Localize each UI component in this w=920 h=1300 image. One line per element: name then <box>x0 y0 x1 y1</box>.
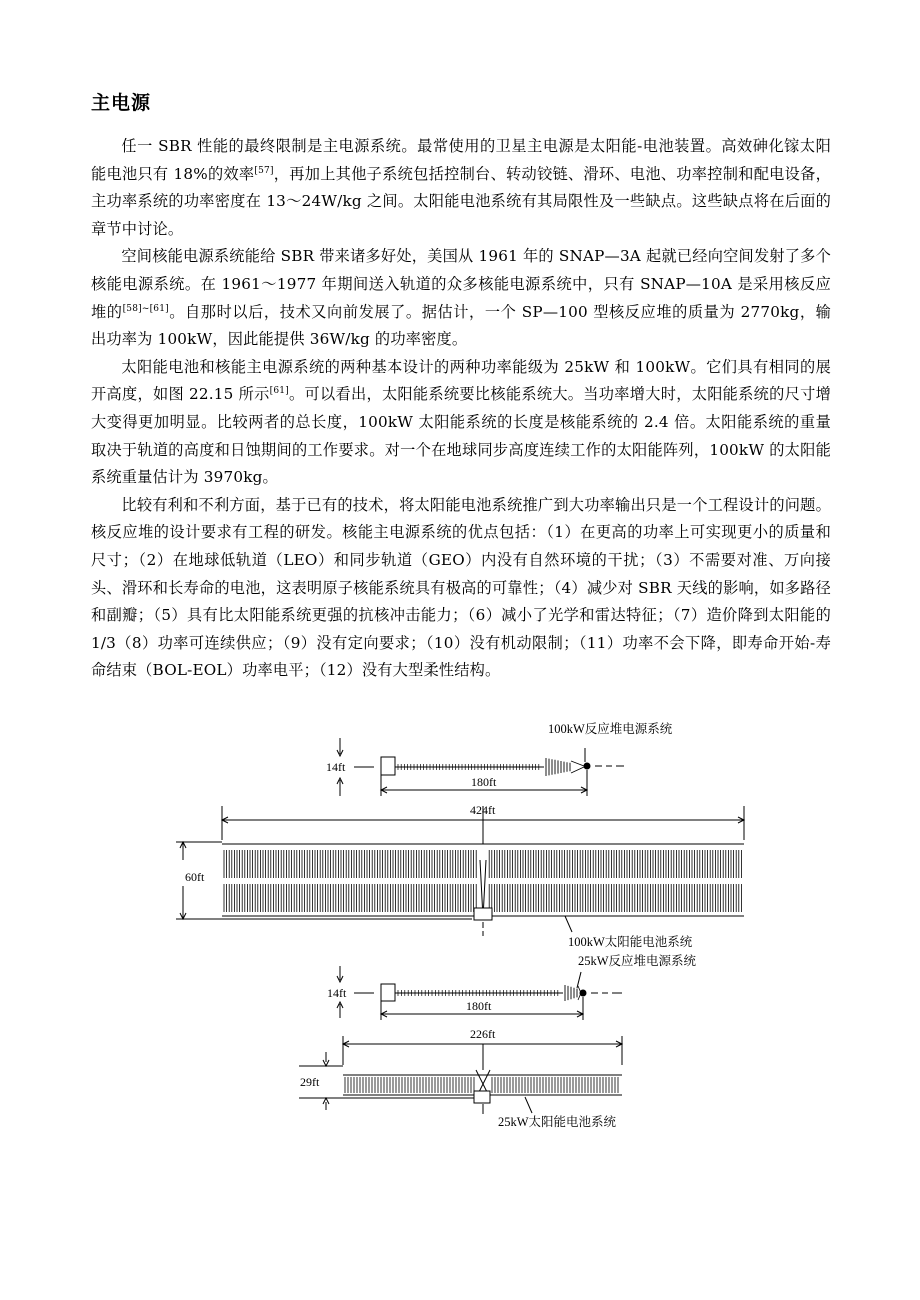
dim-solar-25-height: 29ft <box>300 1075 320 1089</box>
citation: [58]~[61] <box>122 303 169 314</box>
label-solar-25: 25kW太阳能电池系统 <box>498 1115 617 1129</box>
paragraph-2: 空间核能电源系统能给 SBR 带来诸多好处，美国从 1961 年的 SNAP—3A 起就已经向空间发射了多个核能电源系统。在 1961～1977 年期间送入轨道的众多核能电源系统中，只有 SNAP—10A 是采用核反应堆的[58]~[61]。自那时以后，技术又向前发展了。据估计，一个 SP—100 型核反应堆的质量为 2770kg，输出功率为 100kW，因此能提供 36W/kg 的功率密度。 <box>91 247 831 349</box>
dim-reactor-100-height: 14ft <box>326 760 346 774</box>
body-text <box>91 133 831 685</box>
dim-solar-25-width: 226ft <box>470 1027 496 1041</box>
label-reactor-25: 25kW反应堆电源系统 <box>578 954 697 968</box>
citation: [61] <box>269 386 289 397</box>
figure-diagram <box>0 710 920 1160</box>
section-heading: 主电源 <box>91 92 152 114</box>
dim-reactor-25-height: 14ft <box>327 986 347 1000</box>
paragraph-1: 任一 SBR 性能的最终限制是主电源系统。最常使用的卫星主电源是太阳能-电池装置。高效砷化镓太阳能电池只有 18%的效率[57]，再加上其他子系统包括控制台、转动铰链、滑环、电池、功率控制和配电设备，主功率系统的功率密度在 13～24W/kg 之间。太阳能电池系统有其局限性及一些缺点。这些缺点将在后面的章节中讨论。 <box>91 137 832 238</box>
figure-power-systems <box>0 710 920 1160</box>
solar-25-diagram <box>299 1036 622 1114</box>
solar-100-diagram <box>176 806 744 936</box>
dim-reactor-25-length: 180ft <box>466 999 492 1013</box>
dim-reactor-100-length: 180ft <box>471 775 497 789</box>
paragraph-4: 比较有利和不利方面，基于已有的技术，将太阳能电池系统推广到大功率输出只是一个工程设计的问题。核反应堆的设计要求有工程的研发。核能主电源系统的优点包括：（1）在更高的功率上可实现更小的质量和尺寸；（2）在地球低轨道（LEO）和同步轨道（GEO）内没有自然环境的干扰；（3）不需要对准、万向接头、滑环和长寿命的电池，这表明原子核能系统具有极高的可靠性；（4）减少对 SBR 天线的影响，如多路径和副瓣；（5）具有比太阳能系统更强的抗核冲击能力；（6）减小了光学和雷达特征；（7）造价降到太阳能的 1/3（8）功率可连续供应；（9）没有定向要求；（10）没有机动限制；（11）功率不会下降，即寿命开始-寿命结束（BOL-EOL）功率电平；（12）没有大型柔性结构。 <box>91 495 831 680</box>
dim-solar-100-width: 424ft <box>470 803 496 817</box>
dim-solar-100-height: 60ft <box>185 870 205 884</box>
citation: [57] <box>254 165 274 176</box>
label-solar-100: 100kW太阳能电池系统 <box>568 935 693 949</box>
paragraph-3: 太阳能电池和核能主电源系统的两种基本设计的两种功率能级为 25kW 和 100kW。它们具有相同的展开高度，如图 22.15 所示[61]。可以看出，太阳能系统要比核能系统大。当功率增大时，太阳能系统的尺寸增大变得更加明显。比较两者的总长度，100kW 太阳能系统的长度是核能系统的 2.4 倍。太阳能系统的重量取决于轨道的高度和日蚀期间的工作要求。对一个在地球同步高度连续工作的太阳能阵列，100kW 的太阳能系统重量估计为 3970kg。 <box>91 357 831 487</box>
label-reactor-100: 100kW反应堆电源系统 <box>548 722 673 736</box>
